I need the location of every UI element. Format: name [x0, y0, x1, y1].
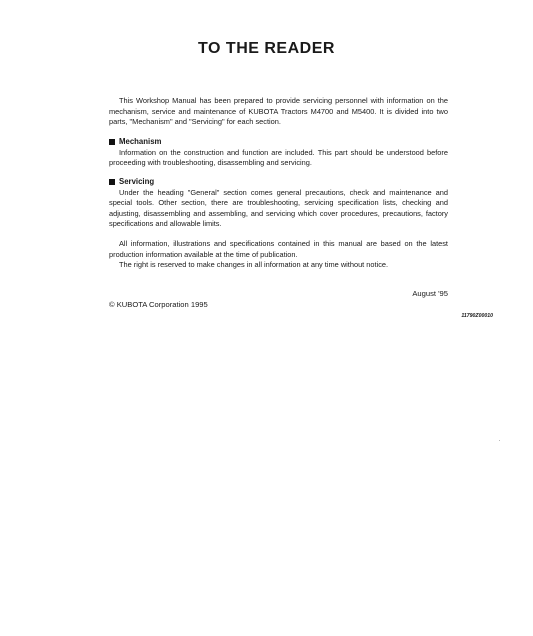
bullet-square-icon — [109, 179, 115, 185]
intro-text: This Workshop Manual has been prepared to provide servicing personnel with information on the mechanism, service and maintenance of KUBOTA Tractors M4700 and M5400. It is divided into two parts, "Mechanism" and "Servicing" for each section. — [109, 96, 448, 127]
scan-speck — [499, 440, 500, 441]
notice-text-1: All information, illustrations and specifications contained in this manual are based on the latest production information available at the time of publication. — [109, 239, 448, 259]
notice-text-2: The right is reserved to make changes in all information at any time without notice. — [119, 260, 389, 270]
servicing-section — [109, 177, 448, 230]
servicing-text: Under the heading "General" section comes general precautions, check and maintenance and special tools. Other section, there are troubleshooting, servicing specification lists, checking and adjusting, disassembling and assembling, and servicing which cover procedures, precautions, factory specifications and allowable limits. — [109, 187, 448, 229]
bullet-square-icon — [109, 139, 115, 145]
publication-date: August '95 — [412, 289, 448, 298]
document-code: 11790Z00010 — [461, 313, 493, 319]
servicing-heading-label: Servicing — [119, 177, 155, 186]
intro-paragraph — [109, 96, 448, 128]
mechanism-section — [109, 137, 448, 169]
copyright-notice: © KUBOTA Corporation 1995 — [109, 300, 208, 309]
page-title: TO THE READER — [198, 40, 335, 57]
servicing-heading — [109, 177, 448, 188]
notice-section — [109, 239, 448, 271]
mechanism-heading — [109, 137, 448, 148]
mechanism-heading-label: Mechanism — [119, 137, 162, 146]
mechanism-text: Information on the construction and function are included. This part should be understood before proceeding with troubleshooting, disassembling and servicing. — [109, 147, 448, 168]
